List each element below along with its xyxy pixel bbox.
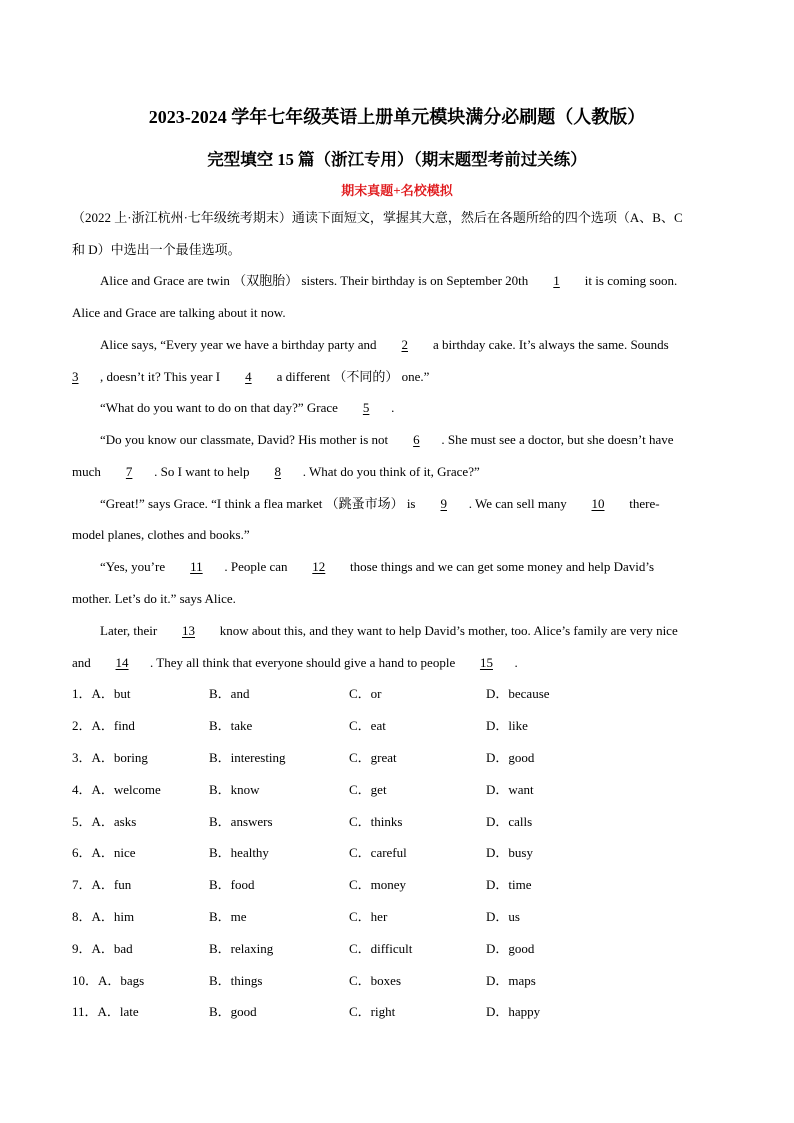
option-b: B．things (209, 973, 263, 988)
passage-line (100, 432, 673, 448)
passage-text: and (72, 655, 91, 670)
blank-2: 2 (401, 337, 408, 352)
option-a: 3．A．boring (72, 750, 148, 765)
option-d: D．want (486, 782, 534, 797)
passage-line (100, 559, 654, 575)
option-c: C．money (349, 877, 407, 892)
passage-text: Later, their (100, 623, 158, 638)
passage-text: know about this, and they want to help David’s mother, too. Alice’s family are very nice (219, 623, 678, 638)
option-c: C．right (349, 1004, 396, 1019)
option-b: B．me (209, 909, 247, 924)
document-title: 2023-2024 学年七年级英语上册单元模块满分必刷题（人教版） (148, 107, 646, 127)
blank-5: 5 (362, 400, 370, 415)
passage-text: . They all think that everyone should give a hand to people (150, 655, 456, 670)
passage-text: , doesn’t it? This year I (100, 369, 221, 384)
passage-line (100, 337, 669, 353)
passage-line (72, 655, 518, 671)
blank-3: 3 (72, 369, 79, 384)
passage-line (100, 273, 677, 289)
option-a: 4．A．welcome (72, 782, 161, 797)
option-c: C．difficult (349, 941, 413, 956)
blank-10: 10 (591, 496, 605, 511)
passage-line (72, 591, 236, 607)
option-d: D．happy (486, 1004, 541, 1019)
option-b: B．answers (209, 814, 273, 829)
blank-6: 6 (413, 432, 420, 447)
passage-text: . She must see a doctor, but she doesn’t have (441, 432, 674, 447)
option-d: D．because (486, 686, 550, 701)
passage-text: . We can sell many (468, 496, 567, 511)
option-d: D．us (486, 909, 520, 924)
blank-9: 9 (440, 496, 447, 511)
passage-text: there- (629, 496, 660, 511)
option-a: 1．A．but (72, 686, 131, 701)
option-a: 6．A．nice (72, 845, 136, 860)
passage-text: “What do you want to do on that day?” Grace (100, 400, 338, 415)
option-c: C．her (349, 909, 388, 924)
option-d: D．maps (486, 973, 536, 988)
passage-text: . (514, 655, 518, 670)
blank-15: 15 (479, 655, 493, 670)
option-c: C．great (349, 750, 397, 765)
option-c: C．boxes (349, 973, 402, 988)
document-subtitle: 完型填空 15 篇（浙江专用）（期末题型考前过关练） (207, 150, 587, 169)
passage-text: model planes, clothes and books.” (72, 527, 250, 542)
instructions-line-1: （2022 上·浙江杭州·七年级统考期末）通读下面短文，掌握其大意，然后在各题所给的四个选项（A、B、C (72, 210, 683, 225)
passage-text: Alice and Grace are talking about it now. (72, 305, 286, 320)
option-a: 2．A．find (72, 718, 135, 733)
blank-12: 12 (312, 559, 326, 574)
passage-text: a different （不同的） one.” (276, 369, 430, 384)
passage-line (72, 369, 429, 385)
option-b: B．know (209, 782, 260, 797)
passage-text: “Do you know our classmate, David? His mother is not (100, 432, 389, 447)
option-c: C．thinks (349, 814, 403, 829)
option-d: D．good (486, 941, 535, 956)
option-d: D．like (486, 718, 528, 733)
option-a: 10．A．bags (72, 973, 145, 988)
passage-text: much (72, 464, 101, 479)
blank-4: 4 (245, 369, 252, 384)
passage-text: those things and we can get some money and help David’s (350, 559, 655, 574)
passage-text: Alice and Grace are twin （双胞胎） sisters. Their birthday is on September 20th (100, 273, 529, 288)
blank-1: 1 (553, 273, 560, 288)
passage-line (100, 496, 660, 512)
blank-13: 13 (181, 623, 195, 638)
passage-line (72, 305, 286, 321)
passage-line (100, 400, 394, 416)
blank-7: 7 (125, 464, 133, 479)
passage-line (72, 527, 250, 543)
option-b: B．interesting (209, 750, 286, 765)
passage-line (72, 464, 480, 480)
option-b: B．relaxing (209, 941, 274, 956)
passage-text: mother. Let’s do it.” says Alice. (72, 591, 236, 606)
instructions-line-2: 和 D）中选出一个最佳选项。 (72, 242, 241, 257)
option-a: 7．A．fun (72, 877, 132, 892)
passage-text: “Great!” says Grace. “I think a flea market （跳蚤市场） is (100, 496, 416, 511)
blank-11: 11 (190, 559, 203, 574)
option-a: 11．A．late (72, 1004, 139, 1019)
passage-text: . (391, 400, 395, 415)
option-d: D．time (486, 877, 532, 892)
option-a: 5．A．asks (72, 814, 137, 829)
blank-14: 14 (115, 655, 129, 670)
option-b: B．take (209, 718, 253, 733)
passage-text: “Yes, you’re (100, 559, 166, 574)
passage-text: . What do you think of it, Grace?” (302, 464, 480, 479)
passage-text: . People can (224, 559, 288, 574)
option-c: C．get (349, 782, 387, 797)
option-c: C．or (349, 686, 382, 701)
passage-line (100, 623, 678, 639)
blank-8: 8 (274, 464, 281, 479)
option-a: 9．A．bad (72, 941, 133, 956)
option-a: 8．A．him (72, 909, 135, 924)
option-b: B．food (209, 877, 255, 892)
option-b: B．and (209, 686, 250, 701)
passage-text: a birthday cake. It’s always the same. Sounds (433, 337, 669, 352)
passage-text: . So I want to help (154, 464, 250, 479)
option-b: B．good (209, 1004, 257, 1019)
option-d: D．busy (486, 845, 533, 860)
option-b: B．healthy (209, 845, 269, 860)
option-d: D．calls (486, 814, 533, 829)
passage-text: Alice says, “Every year we have a birthday party and (100, 337, 377, 352)
section-tag: 期末真题+名校模拟 (341, 183, 453, 198)
option-d: D．good (486, 750, 535, 765)
option-c: C．careful (349, 845, 407, 860)
passage-text: it is coming soon. (584, 273, 678, 288)
option-c: C．eat (349, 718, 386, 733)
